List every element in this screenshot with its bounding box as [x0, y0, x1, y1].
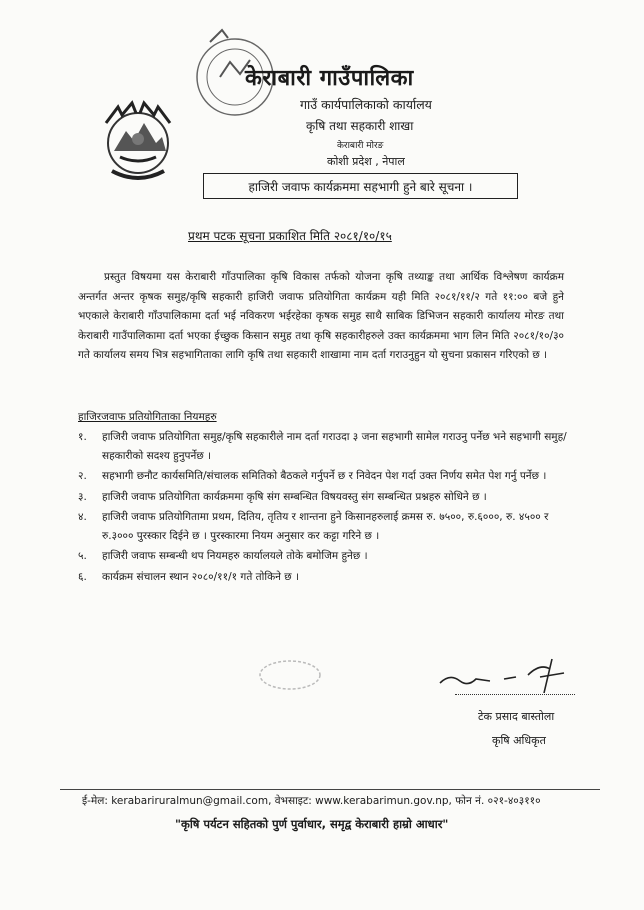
- rule-number: ६.: [78, 570, 87, 583]
- footer-contact: ई-मेल: kerabariruralmun@gmail.com, वेभसाइट: www.kerabarimun.gov.np, फोन नं. ०२१-४०३११०: [82, 795, 541, 807]
- signature-line: [455, 694, 575, 695]
- rules-heading: हाजिरजवाफ प्रतियोगिताका नियमहरु: [78, 411, 217, 423]
- rule-item: [78, 547, 578, 566]
- rule-number: ५.: [78, 550, 87, 562]
- nepal-emblem-icon: [92, 93, 184, 185]
- rule-text: सहभागी छनौट कार्यसमिति/संचालक समितिको बैठकले गर्नुपर्ने छ र निवेदन पेश गर्दा उक्त निर्णय समेत पेश गर्नु पर्नेछ ।: [102, 470, 547, 482]
- rule-item: [78, 488, 578, 507]
- publish-date: प्रथम पटक सूचना प्रकाशित मिति २०८१/१०/१५: [188, 229, 392, 243]
- notice-title-box: [203, 173, 518, 199]
- branch-name: कृषि तथा सहकारी शाखा: [306, 119, 414, 133]
- rule-text: कार्यक्रम संचालन स्थान २०८०/११/१ गते तोकिने छ ।: [102, 570, 299, 583]
- municipality-title: केराबारी गाउँपालिका: [245, 66, 414, 91]
- notice-title: हाजिरी जवाफ कार्यक्रममा सहभागी हुने बारे सूचना ।: [248, 179, 473, 194]
- rule-item: [78, 568, 578, 587]
- rules-list: [78, 428, 578, 588]
- rule-text: हाजिरी जवाफ प्रतियोगिता समुह/कृषि सहकारीले नाम दर्ता गराउदा ३ जना सहभागी सामेल गराउनु पर्नेछ भने सहभागी समुह/सहकारीको सदश्य हुनुपर्नेछ ।: [102, 431, 567, 462]
- rule-item: [78, 508, 578, 545]
- signatory-designation: कृषि अधिकृत: [492, 734, 546, 747]
- address: केराबारी मोरङ: [337, 141, 384, 151]
- footer-divider: [60, 789, 600, 790]
- rule-text: हाजिरी जवाफ सम्बन्धी थप नियमहरु कार्यालयले तोके बमोजिम हुनेछ ।: [102, 550, 368, 562]
- notice-body: [78, 268, 564, 366]
- province: कोशी प्रदेश , नेपाल: [327, 155, 405, 168]
- footer-slogan: "कृषि पर्यटन सहितको पुर्ण पुर्वाधार, समृद्व केराबारी हाम्रो आधार": [175, 817, 449, 831]
- signatory-name: टेक प्रसाद बास्तोला: [478, 710, 555, 723]
- rule-number: ४.: [78, 511, 87, 523]
- rule-item: [78, 428, 578, 465]
- rule-item: [78, 467, 578, 486]
- office-name: गाउँ कार्यपालिकाको कार्यालय: [300, 97, 432, 112]
- rule-number: ३.: [78, 490, 87, 503]
- rule-number: १.: [78, 431, 87, 443]
- rule-text: हाजिरी जवाफ प्रतियोगिता कार्यक्रममा कृषि संग सम्बन्धित विषयवस्तु संग सम्बन्धित प्रश्नहरु सोधिने छ ।: [102, 490, 487, 503]
- rule-number: २.: [78, 470, 87, 482]
- faint-stamp-mark: [255, 655, 325, 695]
- rule-text: हाजिरी जवाफ प्रतियोगितामा प्रथम, दितिय, तृतिय र शान्तना हुने किसानहरुलाई क्रमस रु. ७५००, रु.६०००, रु. ४५०० र रु.३००० पुरस्कार दिईने छ । पुरस्कारमा नियम अनुसार कर कट्टा गरिने छ ।: [102, 511, 549, 542]
- handwritten-signature: [430, 655, 580, 695]
- body-paragraph: प्रस्तुत विषयमा यस केराबारी गाँउपालिका कृषि विकास तर्फको योजना कृषि तथ्याङ्क तथा आर्थिक विश्लेषण कार्यक्रम अन्तर्गत अन्तर कृषक समुह/कृषि सहकारी हाजिरी जवाफ प्रतियोगिता कार्यक्रम यही मिति २०८१/११/२ गते ११:०० बजे हुने भएकाले केराबारी गाँउपालिकामा दर्ता भई नविकरण भईरहेका कृषक समुह साथै साबिक डिभिजन सहकारी कार्यालय मोरङ तथा केराबारी गाउँपालिकामा दर्ता भएका ईच्छुक किसान समुह तथा कृषि सहकारीहरुले उक्त कार्यक्रममा भाग लिन मिति २०८१/१०/३० गते कार्यालय समय भित्र सहभागिताका लागि कृषि तथा सहकारी शाखामा नाम दर्ता गराउनुहुन यो सुचना प्रकासन गरिएको छ ।: [78, 271, 564, 361]
